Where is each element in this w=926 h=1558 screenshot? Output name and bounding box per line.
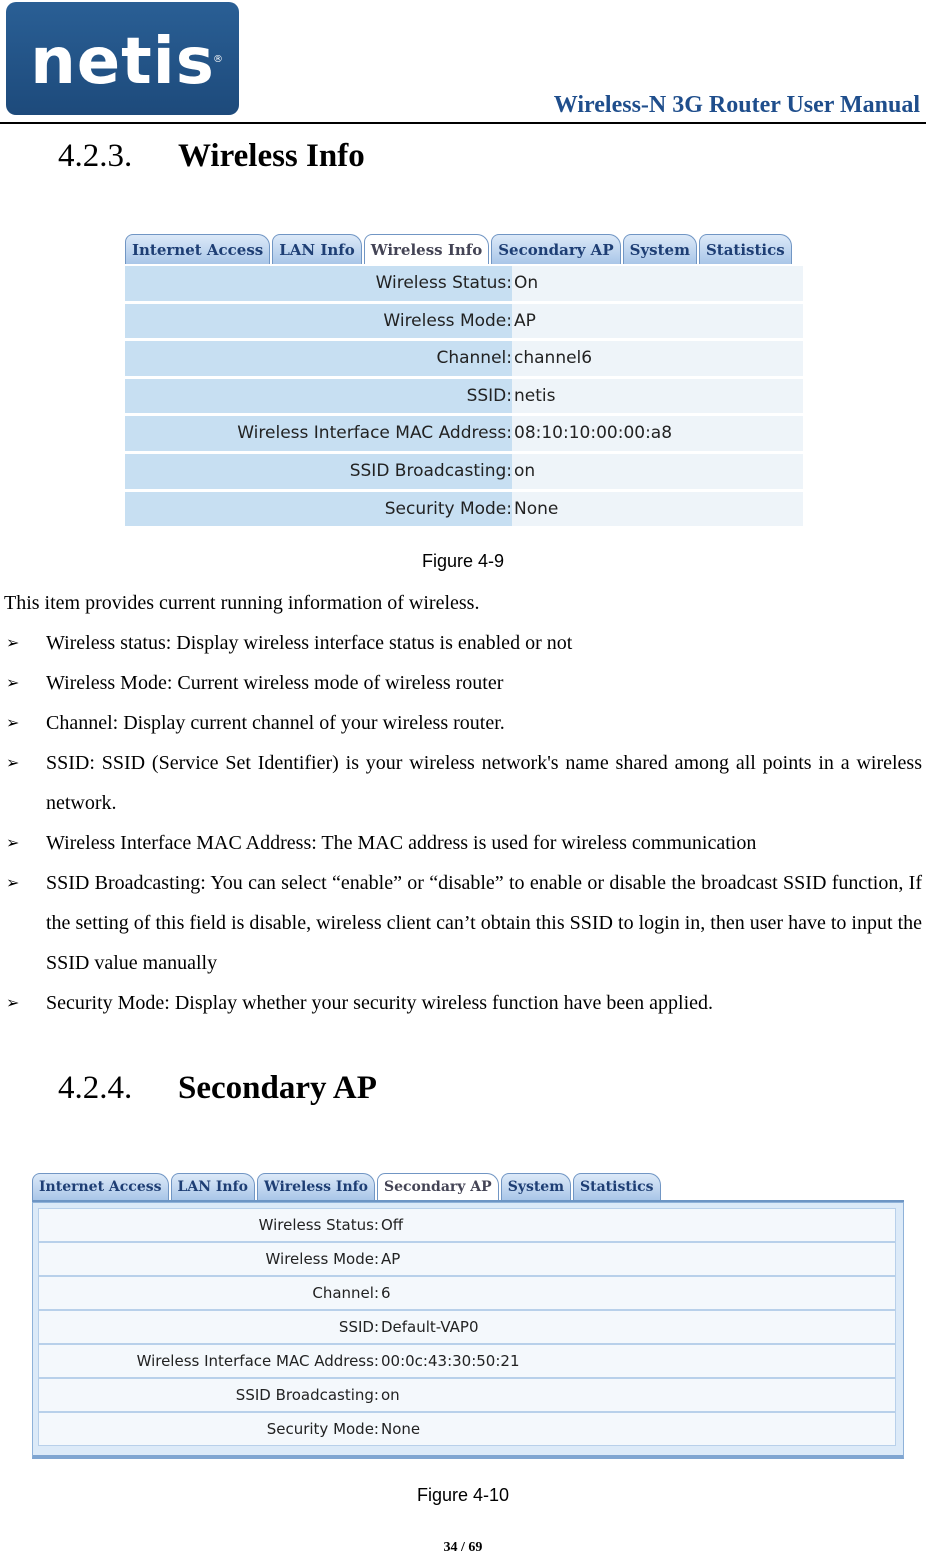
row-label: SSID:	[338, 1318, 379, 1336]
bullet-list	[4, 623, 922, 1023]
table-row	[38, 1208, 896, 1242]
table-row	[125, 454, 803, 492]
row-label: Wireless Status:	[125, 266, 512, 301]
tab-wireless-info[interactable]: Wireless Info	[364, 234, 489, 264]
row-label: Wireless Status:	[258, 1216, 379, 1234]
arrow-bullet-icon: ➢	[6, 833, 20, 852]
list-item	[4, 623, 922, 663]
row-label: Security Mode:	[266, 1420, 379, 1438]
table-row	[38, 1412, 896, 1446]
arrow-bullet-icon: ➢	[6, 713, 20, 732]
list-item	[4, 663, 922, 703]
tab-system[interactable]: System	[501, 1173, 571, 1200]
table-row	[125, 304, 803, 342]
header-divider	[0, 122, 926, 124]
row-label: Wireless Interface MAC Address:	[136, 1352, 379, 1370]
list-item	[4, 863, 922, 983]
figure-caption: Figure 4-10	[416, 1485, 510, 1505]
arrow-bullet-icon: ➢	[6, 673, 20, 692]
row-value: Default-VAP0	[381, 1318, 479, 1336]
tab-secondary-ap[interactable]: Secondary AP	[491, 234, 620, 264]
list-item-text: Channel: Display current channel of your wireless router.	[46, 712, 505, 734]
list-item-text: Wireless status: Display wireless interface status is enabled or not	[46, 632, 573, 654]
wireless-info-screenshot	[125, 228, 803, 533]
arrow-bullet-icon: ➢	[6, 753, 20, 772]
row-value: AP	[512, 304, 803, 339]
tab-wireless-info[interactable]: Wireless Info	[257, 1173, 375, 1200]
row-label: Wireless Mode:	[125, 304, 512, 339]
row-value: AP	[381, 1250, 401, 1268]
row-label: Wireless Interface MAC Address:	[125, 416, 512, 451]
table-row	[38, 1310, 896, 1344]
row-value: On	[512, 266, 803, 301]
section-title: Secondary AP	[178, 1070, 377, 1106]
arrow-bullet-icon: ➢	[6, 873, 20, 892]
row-value: None	[381, 1420, 421, 1438]
tab-statistics[interactable]: Statistics	[699, 234, 792, 264]
table-row	[38, 1344, 896, 1378]
row-label: Channel:	[312, 1284, 379, 1302]
logo-text: netis	[30, 24, 215, 99]
section-heading-wireless-info	[58, 138, 365, 175]
list-item	[4, 703, 922, 743]
list-item-text: Wireless Interface MAC Address: The MAC address is used for wireless communication	[46, 832, 757, 854]
list-item-text: Security Mode: Display whether your security wireless function have been applied.	[46, 992, 714, 1014]
list-item	[4, 823, 922, 863]
row-label: SSID:	[125, 379, 512, 414]
arrow-bullet-icon: ➢	[6, 633, 20, 652]
tab-bar	[32, 1170, 904, 1203]
row-label: Wireless Mode:	[265, 1250, 379, 1268]
tab-system[interactable]: System	[623, 234, 697, 264]
manual-title: Wireless-N 3G Router User Manual	[553, 92, 920, 118]
tab-internet-access[interactable]: Internet Access	[32, 1173, 169, 1200]
intro-paragraph: This item provides current running information of wireless.	[4, 592, 480, 614]
section-title: Wireless Info	[178, 138, 365, 174]
row-value: None	[512, 492, 803, 527]
table-row	[125, 492, 803, 530]
netis-logo	[6, 2, 239, 115]
row-label: SSID Broadcasting:	[235, 1386, 379, 1404]
tab-statistics[interactable]: Statistics	[573, 1173, 661, 1200]
list-item-text: Wireless Mode: Current wireless mode of wireless router	[46, 672, 504, 694]
list-item	[4, 743, 922, 823]
table-row	[125, 379, 803, 417]
secondary-ap-screenshot	[32, 1170, 904, 1460]
table-row	[38, 1276, 896, 1310]
tab-lan-info[interactable]: LAN Info	[272, 234, 362, 264]
table-row	[38, 1242, 896, 1276]
row-value: 6	[381, 1284, 391, 1302]
section-number: 4.2.3.	[58, 138, 133, 174]
tab-secondary-ap[interactable]: Secondary AP	[377, 1173, 499, 1200]
row-label: SSID Broadcasting:	[125, 454, 512, 489]
section-heading-secondary-ap	[58, 1070, 377, 1107]
list-item-text: SSID: SSID (Service Set Identifier) is your wireless network's name shared among all points in a wireless network.	[46, 752, 922, 814]
tab-bar	[125, 228, 803, 264]
tab-internet-access[interactable]: Internet Access	[125, 234, 270, 264]
table-row	[125, 266, 803, 304]
row-value: on	[381, 1386, 400, 1404]
section-number: 4.2.4.	[58, 1070, 133, 1106]
logo-registered-mark: ®	[213, 54, 223, 65]
row-value: on	[512, 454, 803, 489]
info-table	[38, 1208, 896, 1446]
page-number: 34 / 69	[443, 1540, 483, 1555]
table-row	[125, 341, 803, 379]
arrow-bullet-icon: ➢	[6, 993, 20, 1012]
row-value: Off	[381, 1216, 404, 1234]
list-item	[4, 983, 922, 1023]
info-table	[125, 266, 803, 529]
row-label: Channel:	[125, 341, 512, 376]
row-value: netis	[512, 379, 803, 414]
list-item-text: SSID Broadcasting: You can select “enable” or “disable” to enable or disable the broadcast SSID function, If the setting of this field is disable, wireless client can’t obtain this SSID to login in, then user have to input the SSID value manually	[46, 872, 922, 974]
row-value: channel6	[512, 341, 803, 376]
row-value: 08:10:10:00:00:a8	[512, 416, 803, 451]
figure-caption: Figure 4-9	[421, 551, 505, 571]
tab-lan-info[interactable]: LAN Info	[171, 1173, 255, 1200]
table-row	[38, 1378, 896, 1412]
table-row	[125, 416, 803, 454]
row-value: 00:0c:43:30:50:21	[381, 1352, 520, 1370]
row-label: Security Mode:	[125, 492, 512, 527]
